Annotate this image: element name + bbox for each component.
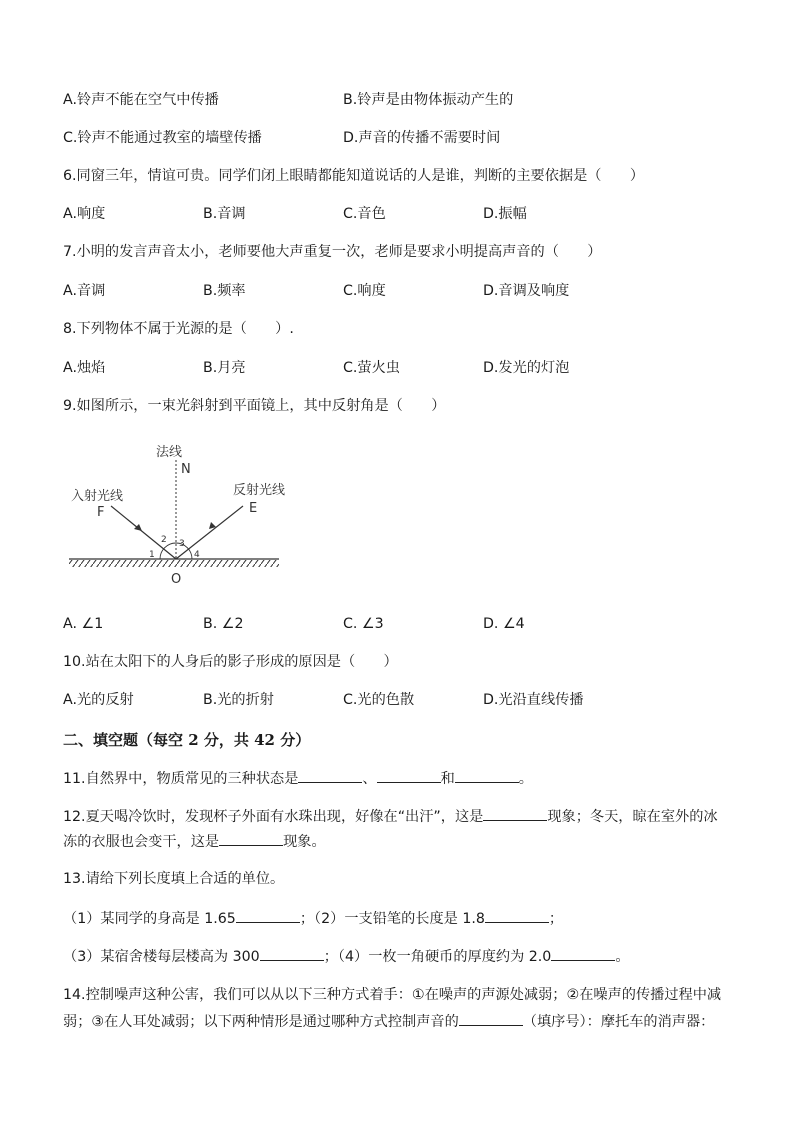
q12-line-1 (63, 805, 718, 827)
q12-blank-1[interactable] (483, 805, 547, 821)
q11-blank-2[interactable] (377, 767, 441, 783)
q14-line-2 (63, 1010, 714, 1032)
q13-part-2: （2）一支铅笔的长度是 1.8 (314, 911, 485, 927)
q13-blank-4[interactable] (551, 945, 615, 961)
q12-text: 现象。 (283, 834, 326, 850)
q7-option-b: B.频率 (203, 283, 246, 299)
q13-punct: ； (548, 911, 564, 927)
q5-option-b: B.铃声是由物体振动产生的 (343, 92, 514, 108)
q6-option-d: D.振幅 (483, 206, 527, 222)
incident-f-label: F (97, 505, 105, 520)
q13-stem: 13.请给下列长度填上合适的单位。 (63, 871, 285, 887)
q8-option-d: D.发光的灯泡 (483, 360, 570, 376)
q5-option-a: A.铃声不能在空气中传播 (63, 92, 219, 108)
q5-option-d: D.声音的传播不需要时间 (343, 130, 501, 146)
angle-3-label: 3 (179, 539, 185, 549)
q13-punct: 。 (615, 949, 630, 965)
reflection-diagram (63, 436, 293, 596)
reflected-label: 反射光线 (233, 483, 286, 498)
q13-blank-1[interactable] (236, 907, 300, 923)
q9-option-b: B. ∠2 (203, 616, 244, 632)
mirror-hatching (69, 560, 279, 567)
q13-part-3: （3）某宿舍楼每层楼高为 300 (63, 949, 260, 965)
q10-option-b: B.光的折射 (203, 692, 274, 708)
q8-option-c: C.萤火虫 (343, 360, 400, 376)
q10-option-d: D.光沿直线传播 (483, 692, 584, 708)
q9-option-c: C. ∠3 (343, 616, 384, 632)
q5-option-c: C.铃声不能通过教室的墙壁传播 (63, 130, 262, 146)
q14-text: （填序号）：摩托车的消声器： (522, 1014, 715, 1030)
q13-punct: ； (323, 949, 338, 965)
q7-option-c: C.响度 (343, 283, 386, 299)
q7-option-a: A.音调 (63, 283, 106, 299)
q14-line-1: 14.控制噪声这种公害，我们可以从以下三种方式着手：①在噪声的声源处减弱；②在噪声的传播过程中减 (63, 987, 722, 1003)
q12-blank-2[interactable] (219, 830, 283, 846)
q14-text: 弱；③在人耳处减弱；以下两种情形是通过哪种方式控制声音的 (63, 1014, 459, 1030)
q13-line-1 (63, 907, 563, 929)
section-heading: 二、填空题（每空 2 分，共 42 分） (63, 731, 311, 749)
q11-end: 。 (518, 771, 533, 787)
q10-stem: 10.站在太阳下的人身后的影子形成的原因是（ ） (63, 654, 398, 670)
q12-text: 冻的衣服也会变干，这是 (63, 834, 220, 850)
q6-stem: 6.同窗三年，情谊可贵。同学们闭上眼睛都能知道说话的人是谁，判断的主要依据是（ ） (63, 168, 645, 184)
q10-option-a: A.光的反射 (63, 692, 134, 708)
incident-label: 入射光线 (71, 489, 124, 504)
q6-option-c: C.音色 (343, 206, 386, 222)
angle-1-label: 1 (149, 550, 155, 560)
reflected-e-label: E (249, 501, 258, 516)
q8-option-a: A.烛焰 (63, 360, 106, 376)
q14-blank-1[interactable] (459, 1010, 523, 1026)
q13-punct: ； (299, 911, 315, 927)
q6-option-b: B.音调 (203, 206, 246, 222)
q10-option-c: C.光的色散 (343, 692, 415, 708)
q13-blank-3[interactable] (260, 945, 324, 961)
normal-label: 法线 (156, 445, 183, 460)
q12-text: 12.夏天喝冷饮时，发现杯子外面有水珠出现，好像在“出汗”，这是 (63, 809, 484, 825)
q13-part-4: （4）一枚一角硬币的厚度约为 2.0 (337, 949, 552, 965)
q7-option-d: D.音调及响度 (483, 283, 570, 299)
q11-sep: 和 (440, 771, 455, 787)
q9-option-d: D. ∠4 (483, 616, 525, 632)
angle-4-label: 4 (194, 550, 200, 560)
q11-blank-3[interactable] (455, 767, 519, 783)
q11-blank-1[interactable] (298, 767, 362, 783)
reflected-ray (176, 506, 243, 559)
q11-sep: 、 (362, 771, 377, 787)
q13-part-1: （1）某同学的身高是 1.65 (63, 911, 236, 927)
point-o-label: O (171, 572, 182, 587)
q9-option-a: A. ∠1 (63, 616, 104, 632)
q8-stem: 8.下列物体不属于光源的是（ ）. (63, 321, 294, 337)
q12-text: 现象；冬天，晾在室外的冰 (547, 809, 718, 825)
q12-line-2 (63, 830, 326, 852)
q8-option-b: B.月亮 (203, 360, 246, 376)
incident-ray (111, 506, 176, 559)
q11-text: 11.自然界中，物质常见的三种状态是 (63, 771, 299, 787)
normal-n-label: N (181, 462, 191, 477)
q13-line-2 (63, 945, 630, 967)
q7-stem: 7.小明的发言声音太小，老师要他大声重复一次，老师是要求小明提高声音的（ ） (63, 244, 602, 260)
q9-stem: 9.如图所示，一束光斜射到平面镜上，其中反射角是（ ） (63, 398, 446, 414)
q11-line (63, 767, 533, 789)
q6-option-a: A.响度 (63, 206, 106, 222)
angle-2-label: 2 (161, 535, 167, 545)
q13-blank-2[interactable] (485, 907, 549, 923)
